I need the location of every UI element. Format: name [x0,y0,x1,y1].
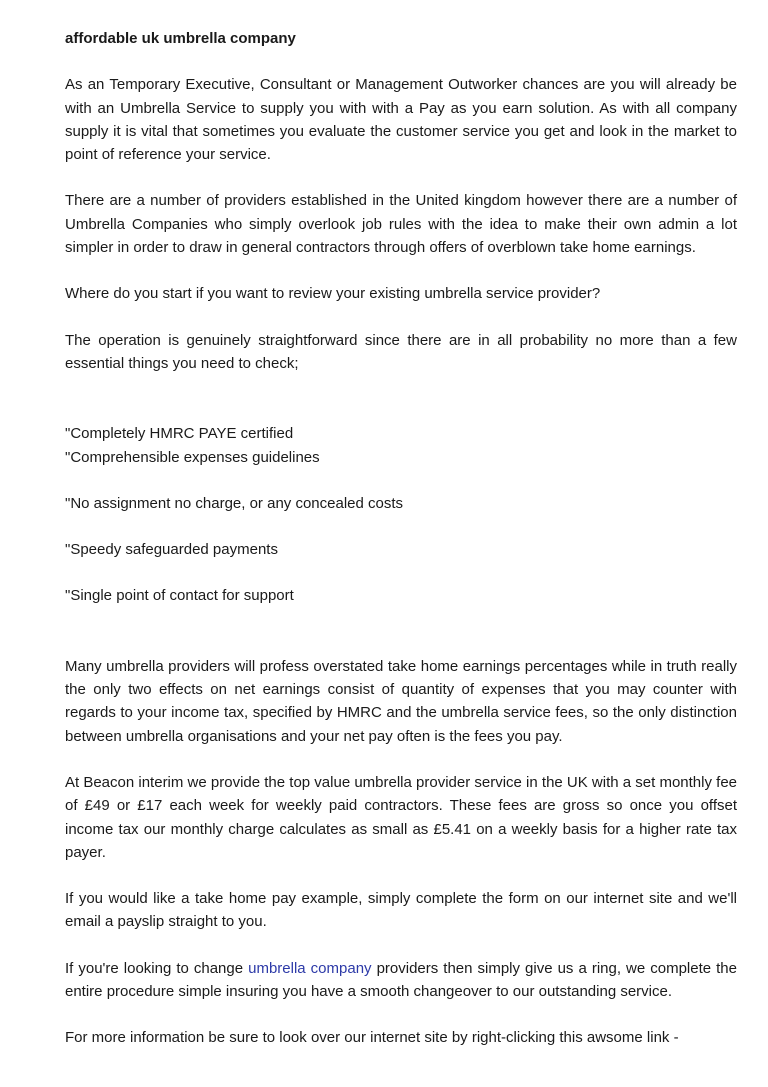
paragraph-question: Where do you start if you want to review your existing umbrella service provider? [65,285,601,303]
paragraph-change-text-end: providers then simply give us a ring, we complete the entire procedure simple insuring you have a smooth changeover to our outstanding service. [65,959,737,1001]
paragraph-beacon: At Beacon interim we provide the top value umbrella provider service in the UK with a set monthly fee of £49 or £17 each week for weekly paid contractors. These fees are gross so once you offset income tax our monthly charge calculates as small as £5.41 on a weekly basis for a higher rate tax payer. [65,773,737,861]
paragraph-payslip: If you would like a take home pay example, simply complete the form on our internet site and we'll email a payslip straight to you. [65,890,737,931]
paragraph-operation: The operation is genuinely straightforward since there are in all probability no more than a few essential things you need to check; [65,331,737,372]
document-page [65,27,737,1073]
paragraph-providers: There are a number of providers established in the United kingdom however there are a number of Umbrella Companies who simply overlook job rules with the idea to make their own admin a lot simpler in order to draw in general contractors through offers of overblown take home earnings. [65,192,737,257]
checklist-item: "Single point of contact for support [65,587,294,605]
paragraph-change [65,957,737,1004]
paragraph-more-info: For more information be sure to look over our internet site by right-clicking this awsome link - [65,1029,679,1047]
checklist-item: "Comprehensible expenses guidelines [65,448,320,466]
document-title: affordable uk umbrella company [65,30,296,47]
checklist-item: "Completely HMRC PAYE certified [65,425,294,443]
checklist [65,422,737,607]
paragraph-change-text-start: If you're looking to change [65,959,249,977]
paragraph-earnings: Many umbrella providers will profess overstated take home earnings percentages while in truth really the only two effects on net earnings consist of quantity of expenses that you may counter with regards to your income tax, specified by HMRC and the umbrella service fees, so the only distinction between umbrella organisations and your net pay often is the fees you pay. [65,657,737,745]
paragraph-intro: As an Temporary Executive, Consultant or Management Outworker chances are you will already be with an Umbrella Service to supply you with with a Pay as you earn solution. As with all company supply it is vital that sometimes you evaluate the customer service you get and look in the market to point of reference your service. [65,76,737,164]
umbrella-company-link[interactable]: umbrella company [248,959,372,977]
checklist-item: "No assignment no charge, or any concealed costs [65,494,404,512]
checklist-item: "Speedy safeguarded payments [65,541,278,559]
